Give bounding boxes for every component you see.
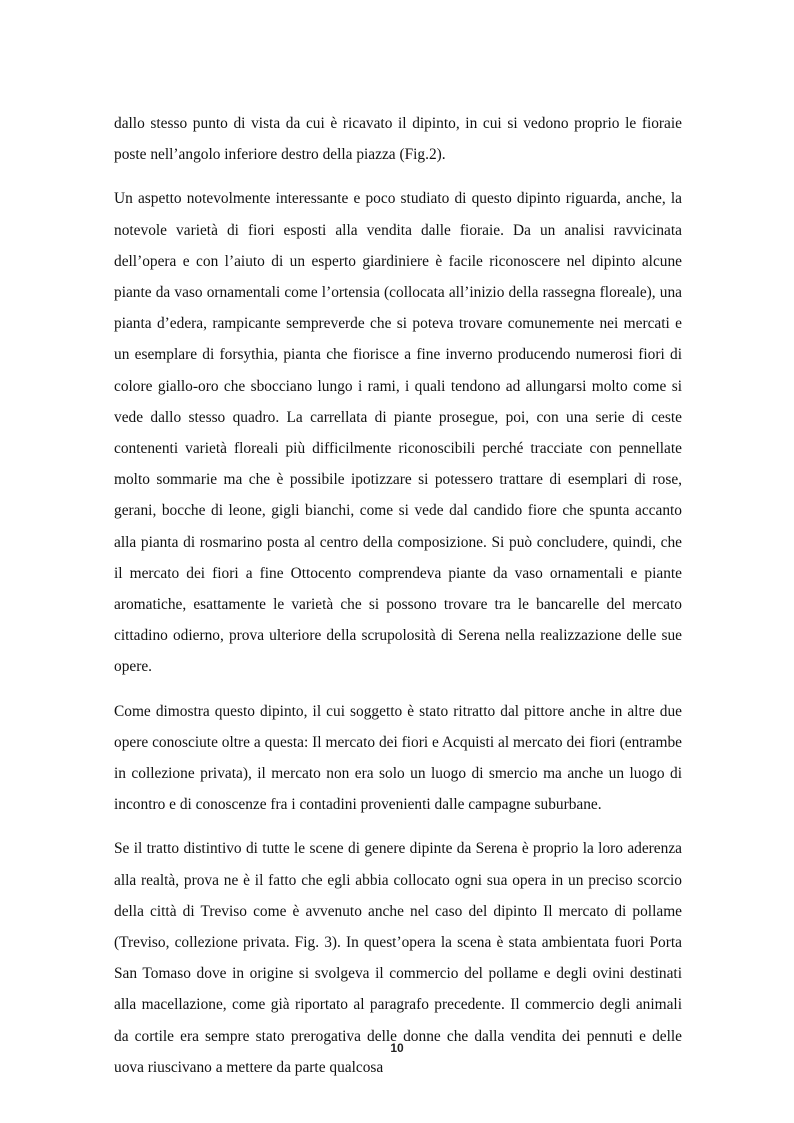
paragraph-3: Come dimostra questo dipinto, il cui soggetto è stato ritratto dal pittore anche in altre due opere conosciute oltre a questa: Il mercato dei fiori e Acquisti al mercato dei fiori (entrambe in collezione privata), il mercato non era solo un luogo di smercio ma anche un luogo di incontro e di conoscenze fra i contadini provenienti dalle campagne suburbane. bbox=[114, 702, 682, 814]
paragraph-2: Un aspetto notevolmente interessante e poco studiato di questo dipinto riguarda, anche, la notevole varietà di fiori esposti alla vendita dalle fioraie. Da un analisi ravvicinata dell’opera e con l’aiuto di un esperto giardiniere è facile riconoscere nel dipinto alcune piante da vaso ornamentali come l’ortensia (collocata all’inizio della rassegna floreale), una pianta d’edera, rampicante sempreverde che si poteva trovare comunemente nei mercati e un esemplare di forsythia, pianta che fiorisce a fine inverno producendo numerosi fiori di colore giallo-oro che sbocciano lungo i rami, i quali tendono ad allungarsi molto come si vede dallo stesso quadro. La carrellata di piante prosegue, poi, con una serie di ceste contenenti varietà floreali più difficilmente riconoscibili perché tracciate con pennellate molto sommarie ma che è possibile ipotizzare si potessero trattare di esemplari di rose, gerani, bocche di leone, gigli bianchi, come si vede dal candido fiore che spunta accanto alla pianta di rosmarino posta al centro della composizione. Si può concludere, quindi, che il mercato dei fiori a fine Ottocento comprendeva piante da vaso ornamentali e piante aromatiche, esattamente le varietà che si possono trovare tra le bancarelle del mercato cittadino odierno, prova ulteriore della scrupolosità di Serena nella realizzazione delle sue opere. bbox=[114, 190, 682, 676]
paragraph-4: Se il tratto distintivo di tutte le scene di genere dipinte da Serena è proprio la loro aderenza alla realtà, prova ne è il fatto che egli abbia collocato ogni sua opera in un preciso scorcio della città di Treviso come è avvenuto anche nel caso del dipinto Il mercato di pollame (Treviso, collezione privata. Fig. 3). In quest’opera la scena è stata ambientata fuori Porta San Tomaso dove in origine si svolgeva il commercio del pollame e degli ovini destinati alla macellazione, come già riportato al paragrafo precedente. Il commercio degli animali da cortile era sempre stato prerogativa delle donne che dalla vendita dei pennuti e delle uova riuscivano a mettere da parte qualcosa bbox=[114, 840, 682, 1076]
body-text bbox=[114, 108, 682, 1096]
page-number: 10 bbox=[390, 1041, 404, 1055]
paragraph-1: dallo stesso punto di vista da cui è ricavato il dipinto, in cui si vedono proprio le fioraie poste nell’angolo inferiore destro della piazza (Fig.2). bbox=[114, 115, 682, 164]
